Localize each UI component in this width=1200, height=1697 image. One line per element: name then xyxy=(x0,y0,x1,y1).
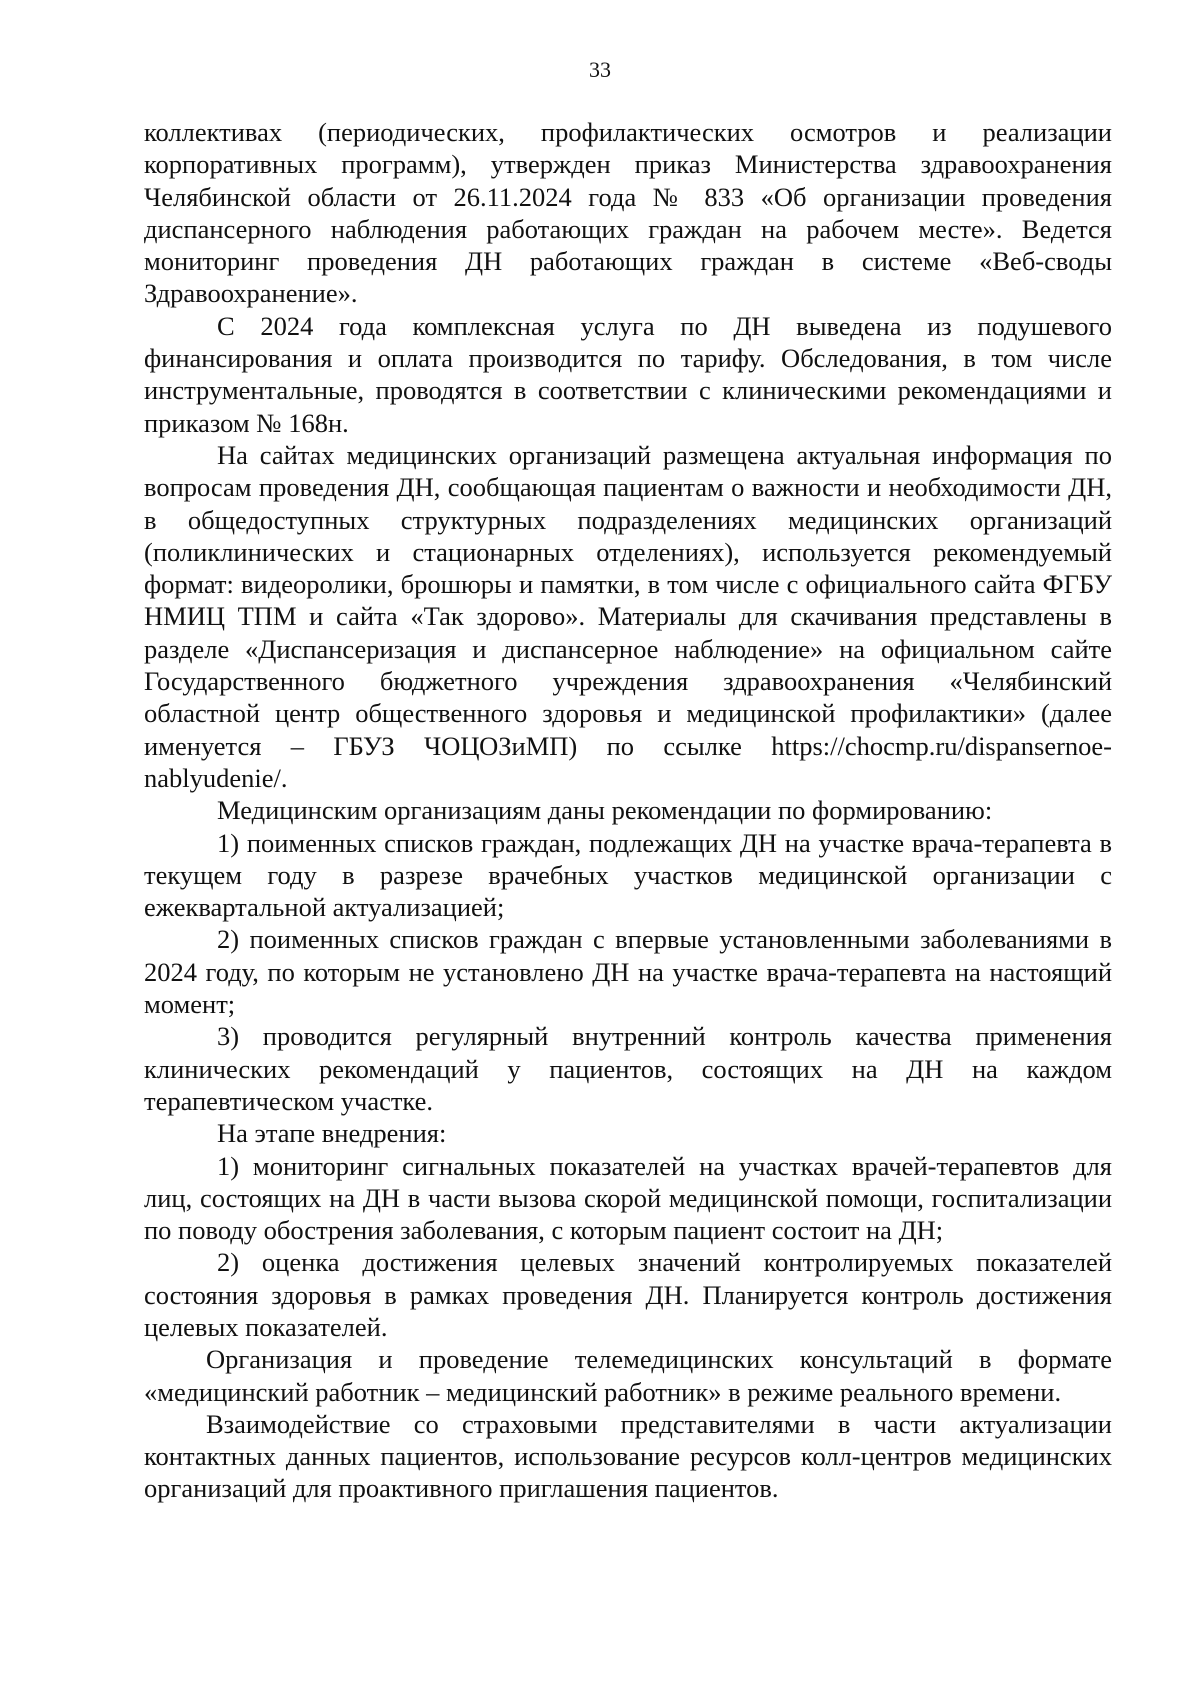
list-item-2: 2) поименных списков граждан с впервые установленными заболеваниями в 2024 году, по которым не установлено ДН на участке врача-терапевта на настоящий момент; xyxy=(144,924,1112,1020)
paragraph-telemedicine: Организация и проведение телемедицинских консультаций в формате «медицинский работник – медицинский работник» в режиме реального времени. xyxy=(144,1344,1112,1407)
implementation-item-2: 2) оценка достижения целевых значений контролируемых показателей состояния здоровья в рамках проведения ДН. Планируется контроль достижения целевых показателей. xyxy=(144,1247,1112,1342)
paragraph-financing: С 2024 года комплексная услуга по ДН выведена из подушевого финансирования и оплата производится по тарифу. Обследования, в том числе инструментальные, проводятся в соответствии с клиническими рекомендациями и приказом № 168н. xyxy=(144,310,1112,438)
paragraph-recommendations-intro: Медицинским организациям даны рекомендации по формированию: xyxy=(217,795,993,826)
paragraph-websites: На сайтах медицинских организаций размещена актуальная информация по вопросам проведения ДН, сообщающая пациентам о важности и необходимости ДН, в общедоступных структурных подразделениях медицинских организаций (поликлинических и стационарных отделениях), используется рекомендуемый формат: видеоролики, брошюры и памятки, в том числе с официального сайта ФГБУ НМИЦ ТПМ и сайта «Так здорово». Материалы для скачивания представлены в разделе «Диспансеризация и диспансерное наблюдение» на официальном сайте Государственного бюджетного учреждения здравоохранения «Челябинский областной центр общественного здоровья и медицинской профилактики» (далее именуется – ГБУЗ ЧОЦОЗиМП) по ссылке https://chocmp.ru/dispansernoe-nablyudenie/. xyxy=(144,439,1112,793)
paragraph-insurance: Взаимодействие со страховыми представителями в части актуализации контактных данных пациентов, использование ресурсов колл-центров медицинских организаций для проактивного приглашения пациентов. xyxy=(144,1408,1112,1504)
implementation-item-1: 1) мониторинг сигнальных показателей на участках врачей-терапевтов для лиц, состоящих на ДН в части вызова скорой медицинской помощи, госпитализации по поводу обострения заболевания, с которым пациент состоит на ДН; xyxy=(144,1150,1112,1246)
list-item-1: 1) поименных списков граждан, подлежащих ДН на участке врача-терапевта в текущем году в разрезе врачебных участков медицинской организации с ежеквартальной актуализацией; xyxy=(144,827,1112,923)
paragraph-implementation-intro: На этапе внедрения: xyxy=(217,1118,447,1149)
document-body xyxy=(144,116,1112,1505)
paragraph-continuation: коллективах (периодических, профилактических осмотров и реализации корпоративных программ), утвержден приказ Министерства здравоохранения Челябинской области от 26.11.2024 года № 833 «Об организации проведения диспансерного наблюдения работающих граждан на рабочем месте». Ведется мониторинг проведения ДН работающих граждан в системе «Веб-своды Здравоохранение». xyxy=(144,117,1112,309)
page-number: 33 xyxy=(589,57,611,82)
list-item-3: 3) проводится регулярный внутренний контроль качества применения клинических рекомендаций у пациентов, состоящих на ДН на каждом терапевтическом участке. xyxy=(144,1021,1112,1116)
